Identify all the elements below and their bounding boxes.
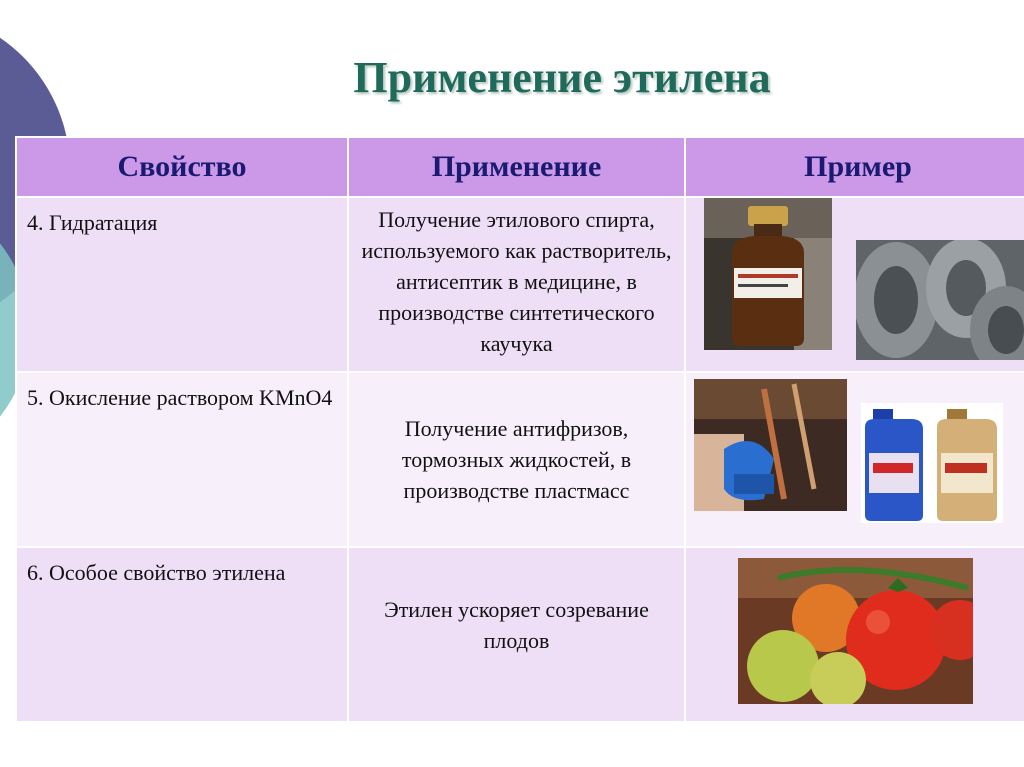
header-row: [16, 137, 1024, 197]
table-row: [16, 197, 1024, 372]
use-cell: [348, 372, 685, 547]
example-cell: [685, 372, 1024, 547]
header-use: Применение: [348, 137, 685, 197]
property-cell: 6. Особое свойство этилена: [16, 547, 348, 722]
use-text: Этилен ускоряет созревание плодов: [384, 597, 649, 653]
property-cell: 5. Окисление раствором KMnO4: [16, 372, 348, 547]
bottle-photo: [704, 198, 832, 350]
example-cell: [685, 547, 1024, 722]
header-property: Свойство: [16, 137, 348, 197]
brake-fluid-bottles-photo: [861, 403, 1003, 523]
ethylene-table: [15, 136, 1024, 723]
slide-title: Применение этилена: [353, 53, 771, 102]
example-cell: [685, 197, 1024, 372]
table-row: [16, 547, 1024, 722]
tires-photo: [856, 240, 1024, 360]
property-cell: 4. Гидратация: [16, 197, 348, 372]
use-text: Получение этилового спирта, используемого как растворитель, антисептик в медицине, в производстве синтетического каучука: [361, 207, 672, 356]
header-example: Пример: [685, 137, 1024, 197]
table-row: [16, 372, 1024, 547]
use-cell: [348, 547, 685, 722]
antifreeze-pour-photo: [694, 379, 847, 511]
tomatoes-photo: [738, 558, 973, 704]
use-text: Получение антифризов, тормозных жидкостей, в производстве пластмасс: [401, 416, 632, 503]
use-cell: [348, 197, 685, 372]
